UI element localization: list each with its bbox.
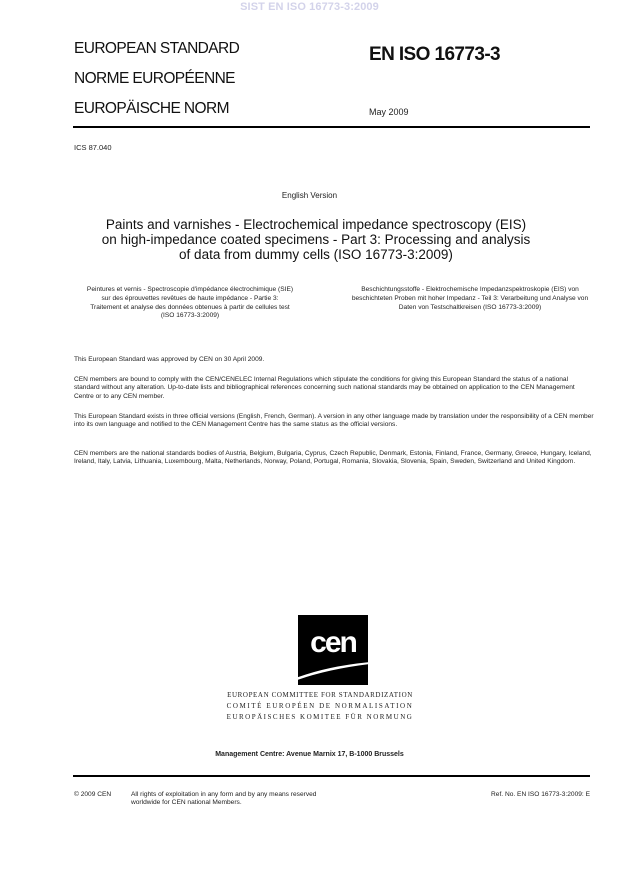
org-name-en: EUROPEAN COMMITTEE FOR STANDARDIZATION <box>227 691 413 699</box>
compliance-paragraph: CEN members are bound to comply with the CEN/CENELEC Internal Regulations which stipulate the conditions for giving this European Standard the status of a national standard without any alteration. Up-to-date lists and bibliographical references concerning such national standards may be obtained on application to the CEN Management Centre or to any CEN member. <box>74 376 575 400</box>
subtitle-german: Beschichtungsstoffe - Elektrochemische Impedanzspektroskopie (EIS) von beschichteten Proben mit hoher Impedanz - Teil 3: Verarbeitung und Analyse von Daten von Testschaltkreisen (ISO 16773-3:2009) <box>351 286 589 311</box>
publication-date: May 2009 <box>369 107 409 117</box>
management-centre-address: Management Centre: Avenue Marnix 17, B-1000 Brussels <box>215 751 404 758</box>
cen-logo-icon <box>298 615 368 685</box>
standard-label-de: EUROPÄISCHE NORM <box>74 100 229 117</box>
watermark: SIST EN ISO 16773-3:2009 <box>240 1 379 13</box>
svg-text:cen: cen <box>310 626 356 659</box>
header-rule <box>73 126 590 128</box>
versions-paragraph: This European Standard exists in three official versions (English, French, German). A version in any other language made by translation under the responsibility of a CEN member into its own language and notified to the CEN Management Centre has the same status as the official versions. <box>74 413 594 429</box>
footer-rule <box>73 775 590 777</box>
ics-code: ICS 87.040 <box>74 143 112 152</box>
copyright: © 2009 CEN <box>74 791 112 798</box>
standard-number: EN ISO 16773-3 <box>369 44 501 65</box>
approval-paragraph: This European Standard was approved by CEN on 30 April 2009. <box>74 356 265 363</box>
reference-number: Ref. No. EN ISO 16773-3:2009: E <box>491 791 590 798</box>
standard-label-fr: NORME EUROPÉENNE <box>74 70 235 87</box>
rights-statement: All rights of exploitation in any form and by any means reserved worldwide for CEN national Members. <box>131 791 317 807</box>
members-paragraph: CEN members are the national standards bodies of Austria, Belgium, Bulgaria, Cyprus, Czech Republic, Denmark, Estonia, Finland, France, Germany, Greece, Hungary, Iceland, Ireland, Italy, Latvia, Lithuania, Luxembourg, Malta, Netherlands, Norway, Poland, Portugal, Romania, Slovakia, Slovenia, Spain, Sweden, Switzerland and United Kingdom. <box>74 450 592 466</box>
subtitle-french: Peintures et vernis - Spectroscopie d'impédance électrochimique (SIE) sur des éprouvettes revêtues de haute impédance - Partie 3: Traitement et analyse des données obtenues à partir de cellules test (ISO 16773-3:2009) <box>86 286 294 320</box>
document-title: Paints and varnishes - Electrochemical impedance spectroscopy (EIS) on high-impedance coated specimens - Part 3: Processing and analysis of data from dummy cells (ISO 16773-3:2009) <box>101 217 531 262</box>
language-version: English Version <box>281 191 338 200</box>
org-name-fr: COMITÉ EUROPÉEN DE NORMALISATION <box>226 702 414 710</box>
standard-label-en: EUROPEAN STANDARD <box>74 40 240 57</box>
org-name-de: EUROPÄISCHES KOMITEE FÜR NORMUNG <box>226 713 414 721</box>
